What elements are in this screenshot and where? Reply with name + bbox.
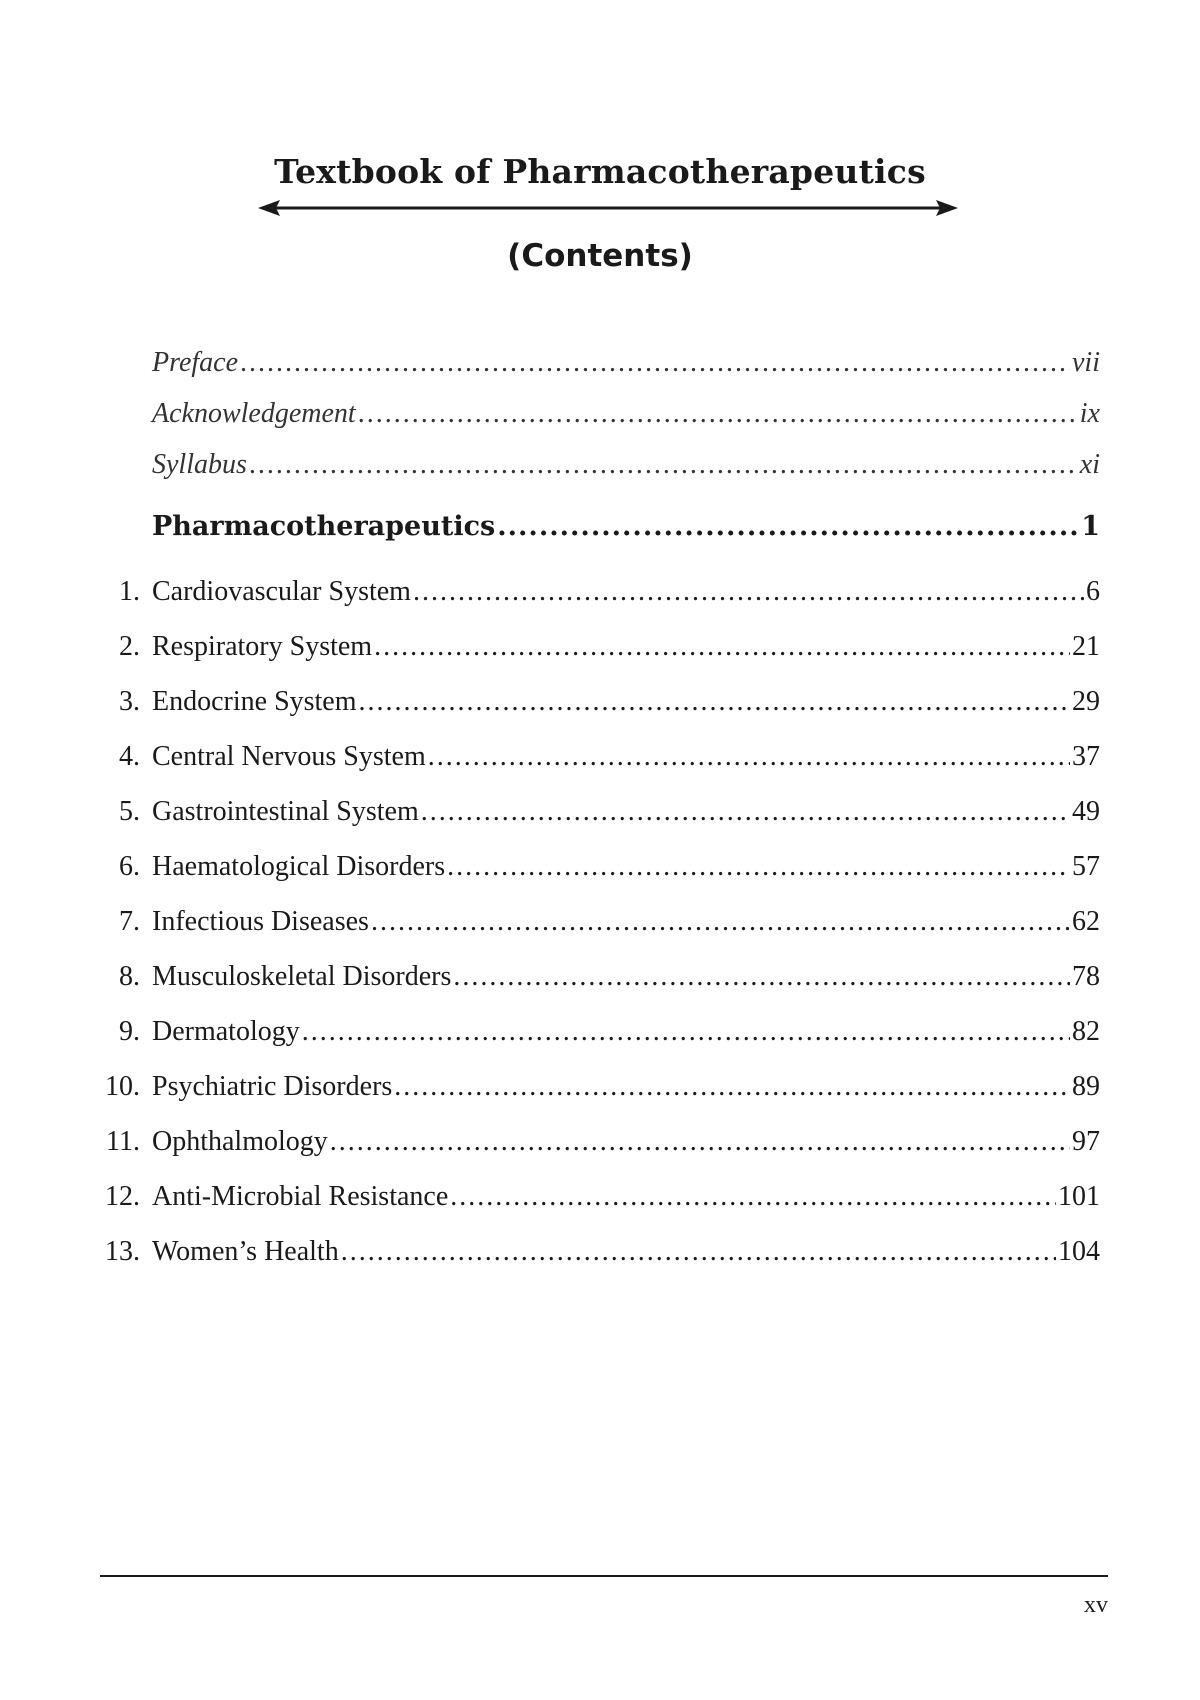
dot-leader: [413, 574, 1084, 610]
dot-leader: [358, 396, 1078, 432]
toc-front-preface[interactable]: [100, 345, 1100, 381]
toc-label: Gastrointestinal System: [152, 796, 419, 827]
toc-label: Musculoskeletal Disorders: [152, 961, 452, 992]
dot-leader: [359, 684, 1070, 720]
toc-page: vii: [1072, 347, 1100, 378]
toc-chapter[interactable]: [100, 574, 1100, 610]
toc-number: 11.: [106, 1126, 140, 1157]
dot-leader: [497, 509, 1079, 545]
dot-leader: [421, 794, 1070, 830]
toc-front-syllabus[interactable]: [100, 447, 1100, 483]
toc-chapter[interactable]: [100, 794, 1100, 830]
toc-chapter[interactable]: [100, 739, 1100, 775]
toc-page: 89: [1072, 1071, 1100, 1102]
dot-leader: [341, 1234, 1056, 1270]
toc-number: 13.: [105, 1236, 140, 1267]
toc-label: Central Nervous System: [152, 741, 426, 772]
toc-label: Psychiatric Disorders: [152, 1071, 393, 1102]
toc-number: 8.: [119, 961, 140, 992]
toc-page: 82: [1072, 1016, 1100, 1047]
double-arrow-divider: [258, 196, 958, 220]
toc-number: 9.: [119, 1016, 140, 1047]
toc-label: Ophthalmology: [152, 1126, 328, 1157]
dot-leader: [450, 1179, 1056, 1215]
toc-chapter[interactable]: [100, 629, 1100, 665]
toc-label: Haematological Disorders: [152, 851, 446, 882]
toc-number: 12.: [105, 1181, 140, 1212]
toc-chapter[interactable]: [100, 1179, 1100, 1215]
toc-chapter[interactable]: [100, 684, 1100, 720]
toc-label: Anti-Microbial Resistance: [152, 1181, 449, 1212]
toc-label: Preface: [152, 347, 239, 378]
toc-page: 57: [1072, 851, 1100, 882]
toc-label: Infectious Diseases: [152, 906, 369, 937]
toc-label: Syllabus: [152, 449, 247, 480]
toc-page: 1: [1081, 511, 1100, 542]
dot-leader: [447, 849, 1070, 885]
toc-number: 2.: [119, 631, 140, 662]
dot-leader: [249, 447, 1078, 483]
dot-leader: [302, 1014, 1070, 1050]
toc-page: 29: [1072, 686, 1100, 717]
toc-label: Cardiovascular System: [152, 576, 411, 607]
toc-number: 4.: [119, 741, 140, 772]
toc-page: 97: [1072, 1126, 1100, 1157]
toc-label: Pharmacotherapeutics: [152, 511, 496, 542]
toc-section-pharmacotherapeutics[interactable]: [100, 509, 1100, 545]
toc-label: Women’s Health: [152, 1236, 339, 1267]
dot-leader: [428, 739, 1070, 775]
dot-leader: [371, 904, 1070, 940]
toc-number: 5.: [119, 796, 140, 827]
toc-number: 7.: [119, 906, 140, 937]
dot-leader: [240, 345, 1070, 381]
toc-page: 21: [1072, 631, 1100, 662]
toc-label: Respiratory System: [152, 631, 373, 662]
toc-number: 10.: [105, 1071, 140, 1102]
toc-label: Dermatology: [152, 1016, 300, 1047]
toc-page: ix: [1079, 398, 1100, 429]
page-number: xv: [1084, 1592, 1108, 1618]
toc-page: 62: [1072, 906, 1100, 937]
toc-label: Endocrine System: [152, 686, 357, 717]
toc-page: 101: [1058, 1181, 1100, 1212]
toc-chapter[interactable]: [100, 1069, 1100, 1105]
toc-chapter[interactable]: [100, 849, 1100, 885]
dot-leader: [453, 959, 1070, 995]
toc-chapter[interactable]: [100, 1124, 1100, 1160]
toc-chapter[interactable]: [100, 1014, 1100, 1050]
dot-leader: [330, 1124, 1070, 1160]
book-title: Textbook of Pharmacotherapeutics: [274, 152, 926, 191]
toc-chapter[interactable]: [100, 904, 1100, 940]
toc-page: xi: [1079, 449, 1100, 480]
toc-label: Acknowledgement: [152, 398, 356, 429]
toc-chapter[interactable]: [100, 959, 1100, 995]
toc-front-acknowledgement[interactable]: [100, 396, 1100, 432]
toc-page: 49: [1072, 796, 1100, 827]
toc-page: 104: [1058, 1236, 1100, 1267]
footer-divider: [100, 1575, 1108, 1577]
toc-page: 78: [1072, 961, 1100, 992]
toc-number: 6.: [119, 851, 140, 882]
dot-leader: [374, 629, 1070, 665]
toc-page: 37: [1072, 741, 1100, 772]
toc-page: 6: [1086, 576, 1100, 607]
toc-number: 1.: [119, 576, 140, 607]
contents-heading: (Contents): [507, 238, 693, 274]
toc-number: 3.: [119, 686, 140, 717]
toc-chapter[interactable]: [100, 1234, 1100, 1270]
dot-leader: [394, 1069, 1070, 1105]
